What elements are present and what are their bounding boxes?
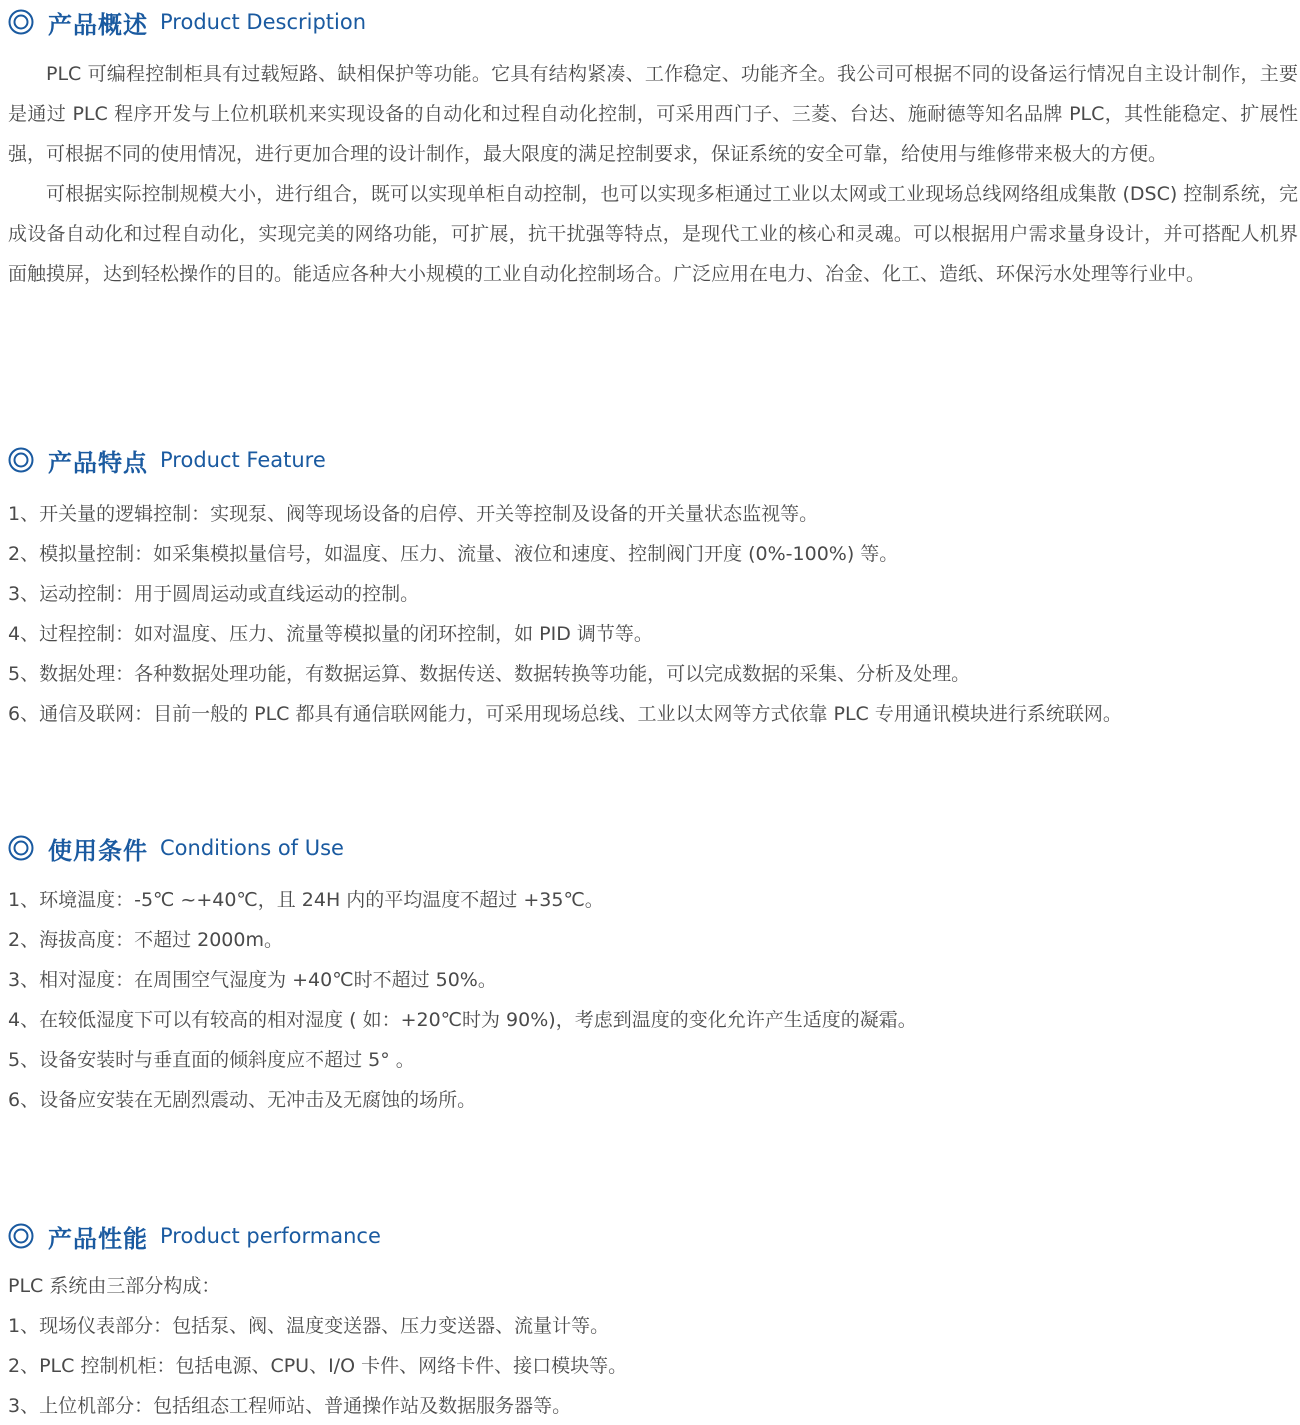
double-circle-icon <box>8 1223 34 1249</box>
heading-title-en: Product Description <box>160 10 367 34</box>
list-item: 3、运动控制：用于圆周运动或直线运动的控制。 <box>8 583 420 605</box>
list-item: 3、上位机部分：包括组态工程师站、普通操作站及数据服务器等。 <box>8 1395 572 1417</box>
list-item: 4、在较低湿度下可以有较高的相对湿度 ( 如：+20℃时为 90%)，考虑到温度的变化允许产生适度的凝霜。 <box>8 1009 917 1031</box>
list-item: 2、海拔高度：不超过 2000m。 <box>8 929 283 951</box>
list-item: 1、现场仪表部分：包括泵、阀、温度变送器、压力变送器、流量计等。 <box>8 1315 610 1337</box>
list-item: 3、相对湿度：在周围空气湿度为 +40℃时不超过 50%。 <box>8 969 497 991</box>
double-circle-icon <box>8 447 34 473</box>
heading-title-en: Product performance <box>160 1224 381 1248</box>
list-item: 1、环境温度：-5℃ ~+40℃，且 24H 内的平均温度不超过 +35℃。 <box>8 889 604 911</box>
list-item: 6、设备应安装在无剧烈震动、无冲击及无腐蚀的场所。 <box>8 1089 477 1111</box>
paragraph: 可根据实际控制规模大小，进行组合，既可以实现单柜自动控制，也可以实现多柜通过工业以太网或工业现场总线网络组成集散 (DSC) 控制系统，完成设备自动化和过程自动化，实现完美的网络功能，可扩展，抗干扰强等特点，是现代工业的核心和灵魂。可以根据用户需求量身设计，并可搭配人机界面触摸屏，达到轻松操作的目的。能适应各种大小规模的工业自动化控制场合。广泛应用在电力、冶金、化工、造纸、环保污水处理等行业中。 <box>8 183 1298 285</box>
double-circle-icon <box>8 9 34 35</box>
list-item: 4、过程控制：如对温度、压力、流量等模拟量的闭环控制，如 PID 调节等。 <box>8 623 653 645</box>
section-heading <box>8 1218 1298 1254</box>
list-item: 5、设备安装时与垂直面的倾斜度应不超过 5° 。 <box>8 1049 415 1071</box>
paragraph: PLC 可编程控制柜具有过载短路、缺相保护等功能。它具有结构紧凑、工作稳定、功能齐全。我公司可根据不同的设备运行情况自主设计制作，主要是通过 PLC 程序开发与上位机联机来实现设备的自动化和过程自动化控制，可采用西门子、三菱、台达、施耐德等知名品牌 PLC，其性能稳定、扩展性强，可根据不同的使用情况，进行更加合理的设计制作，最大限度的满足控制要求，保证系统的安全可靠，给使用与维修带来极大的方便。 <box>8 63 1298 165</box>
section-description <box>8 4 1298 294</box>
double-circle-icon <box>8 835 34 861</box>
list-item: 2、PLC 控制机柜：包括电源、CPU、I/O 卡件、网络卡件、接口模块等。 <box>8 1355 628 1377</box>
section-performance <box>8 1218 1298 1425</box>
section-heading <box>8 442 1298 478</box>
section-conditions <box>8 830 1298 1120</box>
heading-title-cn: 产品性能 <box>48 1224 148 1253</box>
heading-title-cn: 使用条件 <box>48 836 148 865</box>
heading-title-en: Conditions of Use <box>160 836 344 860</box>
list-item: 2、模拟量控制：如采集模拟量信号，如温度、压力、流量、液位和速度、控制阀门开度 (0%-100%) 等。 <box>8 543 899 565</box>
list-item: 1、开关量的逻辑控制：实现泵、阀等现场设备的启停、开关等控制及设备的开关量状态监视等。 <box>8 503 819 525</box>
heading-title-cn: 产品概述 <box>48 10 148 39</box>
list-item: 5、数据处理：各种数据处理功能，有数据运算、数据传送、数据转换等功能，可以完成数据的采集、分析及处理。 <box>8 663 971 685</box>
list-item: 6、通信及联网：目前一般的 PLC 都具有通信联网能力，可采用现场总线、工业以太网等方式依靠 PLC 专用通讯模块进行系统联网。 <box>8 703 1122 725</box>
heading-title-cn: 产品特点 <box>48 448 148 477</box>
heading-title-en: Product Feature <box>160 448 326 472</box>
section-features <box>8 442 1298 734</box>
intro-line: PLC 系统由三部分构成： <box>8 1275 221 1297</box>
section-heading <box>8 4 1298 40</box>
section-heading <box>8 830 1298 866</box>
